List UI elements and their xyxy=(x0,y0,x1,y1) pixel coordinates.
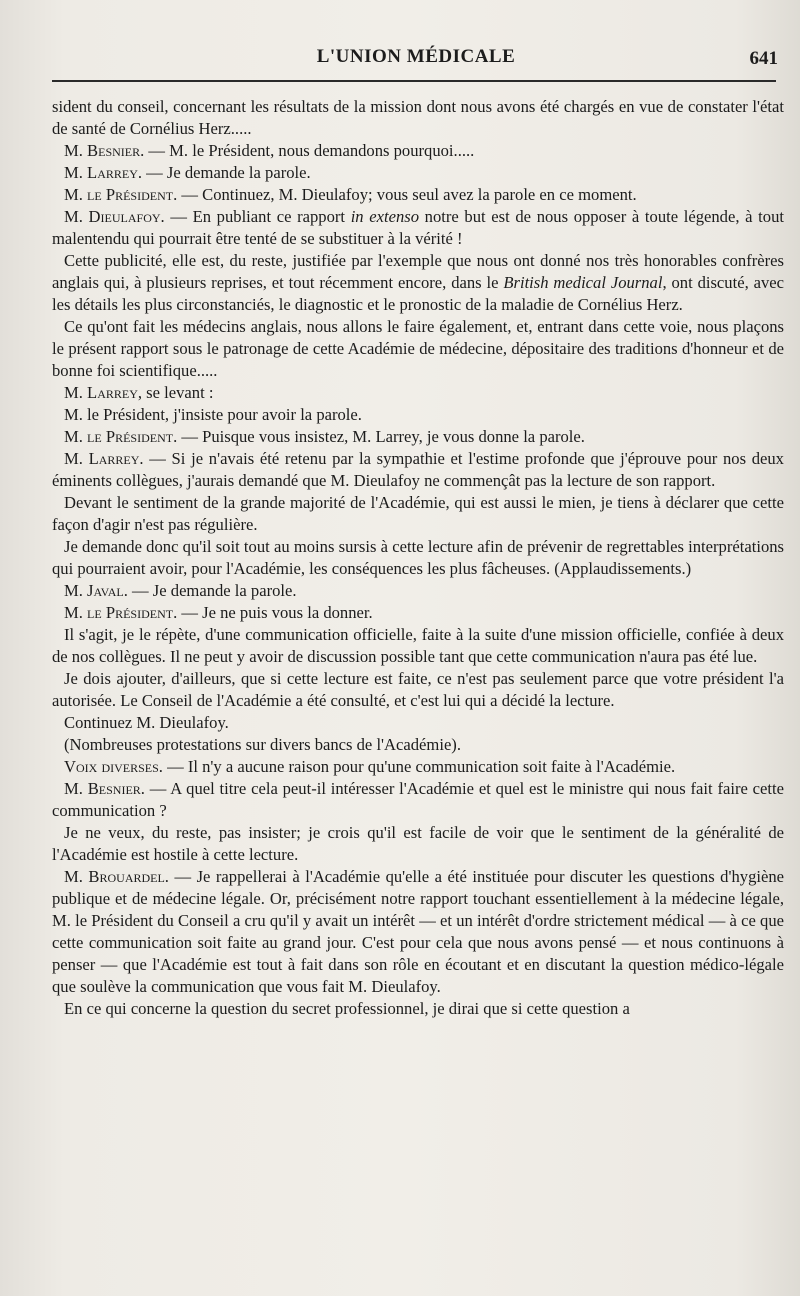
paragraph: Cette publicité, elle est, du reste, justifiée par l'exemple que nous ont donné nos très honorables confrères anglais qui, à plusieurs reprises, et tout récemment encore, dans le British medical Journal, ont discuté, avec les détails les plus circonstanciés, le diagnostic et le pronostic de la maladie de Cornélius Herz. xyxy=(52,251,784,314)
paragraph: Je dois ajouter, d'ailleurs, que si cette lecture est faite, ce n'est pas seulement parce que votre président l'a autorisée. Le Conseil de l'Académie a été consulté, et c'est lui qui a décidé la lecture. xyxy=(52,669,784,710)
speaker: Voix diverses. xyxy=(64,757,163,776)
paragraph: Voix diverses. — Il n'y a aucune raison pour qu'une communication soit faite à l'Académie. xyxy=(64,757,676,776)
page-header xyxy=(52,46,780,76)
paragraph: M. Besnier. — A quel titre cela peut-il intéresser l'Académie et quel est le ministre qui nous fait faire cette communication ? xyxy=(52,779,784,820)
speaker: M. Dieulafoy. xyxy=(64,207,165,226)
body-text xyxy=(52,96,784,1020)
speaker: M. Javal. xyxy=(64,581,128,600)
paragraph: En ce qui concerne la question du secret professionnel, je dirai que si cette question a xyxy=(64,999,630,1018)
page-number: 641 xyxy=(749,48,778,69)
paragraph: Continuez M. Dieulafoy. xyxy=(64,713,229,732)
speaker: M. Larrey, xyxy=(64,383,143,402)
paragraph: (Nombreuses protestations sur divers bancs de l'Académie). xyxy=(64,735,461,754)
paragraph: sident du conseil, concernant les résultats de la mission dont nous avons été chargés en vue de constater l'état de santé de Cornélius Herz..... xyxy=(52,97,784,138)
paragraph: M. Javal. — Je demande la parole. xyxy=(64,581,297,600)
speaker: M. Besnier. xyxy=(64,779,145,798)
paragraph: M. le Président. — Je ne puis vous la donner. xyxy=(64,603,373,622)
speaker: M. Besnier. xyxy=(64,141,145,160)
speaker: M. Larrey. xyxy=(64,163,143,182)
paragraph: M. le Président. — Puisque vous insistez, M. Larrey, je vous donne la parole. xyxy=(64,427,585,446)
paragraph: M. Larrey. — Je demande la parole. xyxy=(64,163,311,182)
speaker: M. le Président. xyxy=(64,427,178,446)
speaker: M. le Président. xyxy=(64,185,178,204)
paragraph: Il s'agit, je le répète, d'une communication officielle, faite à la suite d'une mission officielle, confiée à deux de nos collègues. Il ne peut y avoir de discussion possible tant que cette communication n'aura pas été lue. xyxy=(52,625,784,666)
paragraph: Devant le sentiment de la grande majorité de l'Académie, qui est aussi le mien, je tiens à déclarer que cette façon d'agir n'est pas régulière. xyxy=(52,493,784,534)
speaker: M. le Président. xyxy=(64,603,178,622)
paragraph: M. Larrey. — Si je n'avais été retenu par la sympathie et l'estime profonde que j'éprouve pour nos deux éminents collègues, j'aurais demandé que M. Dieulafoy ne commençât pas la lecture de son rapport. xyxy=(52,449,784,490)
paragraph: M. Larrey, se levant : xyxy=(64,383,214,402)
paragraph: Ce qu'ont fait les médecins anglais, nous allons le faire également, et, entrant dans cette voie, nous plaçons le présent rapport sous le patronage de cette Académie de médecine, dépositaire des traditions d'honneur et de bonne foi scientifique..... xyxy=(52,317,784,380)
paragraph: M. le Président. — Continuez, M. Dieulafoy; vous seul avez la parole en ce moment. xyxy=(64,185,637,204)
paragraph: M. le Président, j'insiste pour avoir la parole. xyxy=(64,405,362,424)
speaker: M. Brouardel. xyxy=(64,867,169,886)
paragraph: M. Dieulafoy. — En publiant ce rapport in extenso notre but est de nous opposer à toute légende, à tout malentendu qui pourrait être tenté de se substituer à la vérité ! xyxy=(52,207,784,248)
paragraph: Je demande donc qu'il soit tout au moins sursis à cette lecture afin de prévenir de regrettables interprétations qui pourraient avoir, pour l'Académie, les conséquences les plus fâcheuses. (Applaudissements.) xyxy=(52,537,784,578)
paragraph: M. Brouardel. — Je rappellerai à l'Académie qu'elle a été instituée pour discuter les questions d'hygiène publique et de médecine légale. Or, précisément notre rapport touchant essentiellement à la médecine légale, M. le Président du Conseil a cru qu'il y avait un intérêt — et un intérêt d'ordre strictement médical — à ce que cette communication soit faite au grand jour. C'est pour cela que nous avons pensé — et nous continuons à penser — que l'Académie est tout à fait dans son rôle en écoutant et en discutant la question médico-légale que soulève la communication que vous fait M. Dieulafoy. xyxy=(52,867,784,996)
header-rule xyxy=(52,80,776,82)
paragraph: Je ne veux, du reste, pas insister; je crois qu'il est facile de voir que le sentiment de la généralité de l'Académie est hostile à cette lecture. xyxy=(52,823,784,864)
speaker: M. Larrey. xyxy=(64,449,144,468)
running-title: L'UNION MÉDICALE xyxy=(316,46,516,67)
paragraph: M. Besnier. — M. le Président, nous demandons pourquoi..... xyxy=(64,141,475,160)
